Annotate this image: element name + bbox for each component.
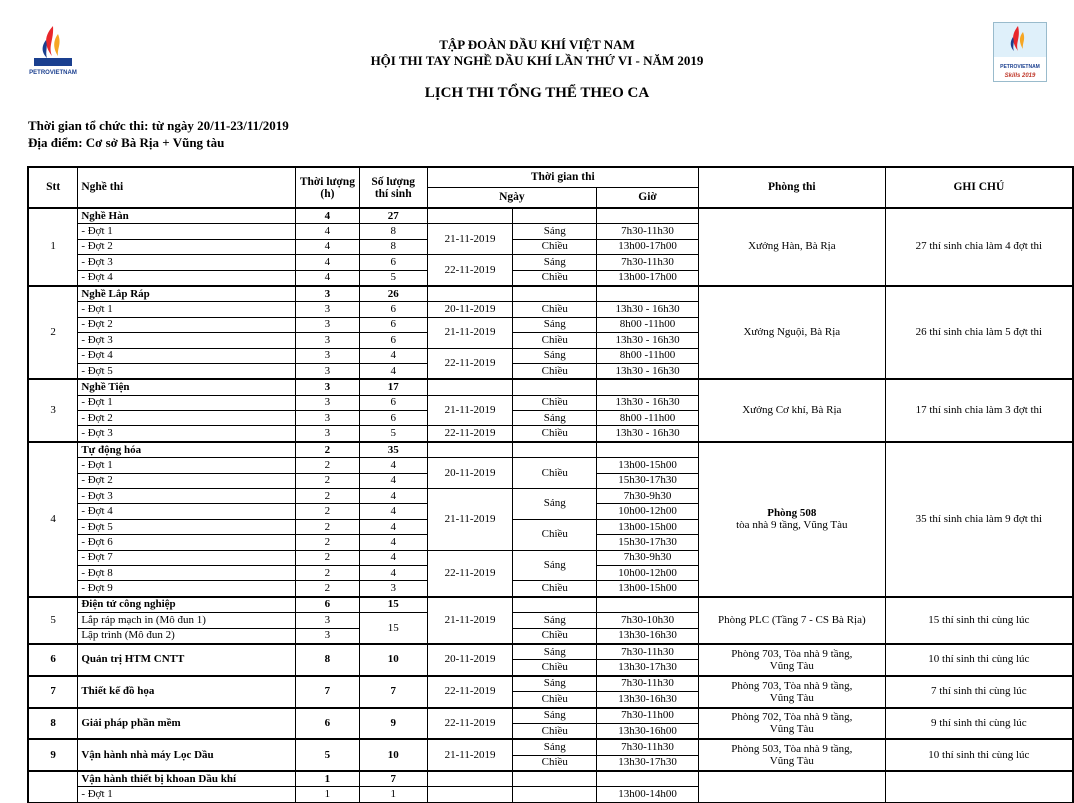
count-cell: 6 (359, 255, 427, 270)
count-cell: 4 (359, 458, 427, 473)
time-cell: 13h30-17h30 (597, 660, 699, 676)
hours-cell: 1 (295, 787, 359, 802)
count-cell: 4 (359, 550, 427, 565)
session-cell: Chiều (513, 333, 597, 348)
logo-caption-right: PETROVIETNAM (1000, 64, 1040, 70)
group-name: Nghề Lắp Ráp (78, 286, 296, 302)
session-cell: Sáng (513, 550, 597, 581)
count-cell: 4 (359, 504, 427, 519)
hours-cell: 2 (295, 458, 359, 473)
date-cell: 22-11-2019 (427, 676, 513, 708)
note-cell: 35 thí sinh chia làm 9 đợt thi (885, 442, 1073, 597)
count-cell: 4 (359, 489, 427, 504)
table-row: - Đợt 2 (78, 473, 296, 488)
table-row: - Đợt 6 (78, 535, 296, 550)
time-cell: 13h00-15h00 (597, 581, 699, 597)
date-cell: 21-11-2019 (427, 224, 513, 255)
room-cell: Xưởng Cơ khí, Bà Rịa (698, 379, 885, 442)
session-cell: Sáng (513, 255, 597, 270)
note-cell: 9 thí sinh thi cùng lúc (885, 708, 1073, 740)
col-gio: Giờ (597, 188, 699, 209)
hours-cell: 3 (295, 426, 359, 442)
table-row: - Đợt 3 (78, 489, 296, 504)
time-cell: 7h30-11h30 (597, 224, 699, 239)
group-count: 15 (359, 597, 427, 613)
date-cell: 21-11-2019 (427, 739, 513, 771)
time-cell: 10h00-12h00 (597, 504, 699, 519)
table-row: - Đợt 4 (78, 270, 296, 286)
group-name: Quản trị HTM CNTT (78, 644, 296, 676)
session-cell: Chiều (513, 628, 597, 644)
session-cell: Chiều (513, 581, 597, 597)
time-cell: 7h30-9h30 (597, 550, 699, 565)
room-cell: Phòng 702, Tòa nhà 9 tầng, Vũng Tàu (698, 708, 885, 740)
count-cell: 1 (359, 787, 427, 802)
count-cell: 6 (359, 317, 427, 332)
table-row: - Đợt 2 (78, 317, 296, 332)
time-cell: 7h30-11h30 (597, 644, 699, 660)
time-cell: 10h00-12h00 (597, 565, 699, 580)
table-row: - Đợt 1 (78, 302, 296, 317)
table-row: - Đợt 1 (78, 224, 296, 239)
time-cell: 8h00 -11h00 (597, 348, 699, 363)
session-cell: Sáng (513, 613, 597, 628)
group-name: Giải pháp phần mềm (78, 708, 296, 740)
note-cell: 17 thí sinh chia làm 3 đợt thi (885, 379, 1073, 442)
count-cell: 4 (359, 565, 427, 580)
session-cell: Chiều (513, 692, 597, 708)
session-cell: Chiều (513, 270, 597, 286)
col-thoigian: Thời gian thi (427, 167, 698, 188)
table-row: - Đợt 5 (78, 519, 296, 534)
hours-cell: 3 (295, 411, 359, 426)
table-row: - Đợt 1 (78, 458, 296, 473)
group-count: 17 (359, 379, 427, 395)
count-cell: 3 (359, 581, 427, 597)
table-row: - Đợt 5 (78, 363, 296, 379)
hours-cell: 4 (295, 270, 359, 286)
session-cell: Sáng (513, 708, 597, 724)
table-row: - Đợt 9 (78, 581, 296, 597)
table-row: Lắp ráp mạch in (Mô đun 1) (78, 613, 296, 628)
col-stt: Stt (28, 167, 78, 208)
stt-cell: 8 (28, 708, 78, 740)
date-cell: 22-11-2019 (427, 348, 513, 379)
col-phong: Phòng thi (698, 167, 885, 208)
room-cell: Phòng 508 tòa nhà 9 tầng, Vũng Tàu (698, 442, 885, 597)
group-name: Vận hành nhà máy Lọc Dầu (78, 739, 296, 771)
date-cell: 22-11-2019 (427, 426, 513, 442)
time-cell: 7h30-11h00 (597, 708, 699, 724)
col-ngay: Ngày (427, 188, 597, 209)
table-row: - Đợt 3 (78, 255, 296, 270)
table-row: - Đợt 4 (78, 348, 296, 363)
note-cell: 27 thí sinh chia làm 4 đợt thi (885, 208, 1073, 286)
group-count: 35 (359, 442, 427, 458)
group-name: Nghề Hàn (78, 208, 296, 224)
organization-title: TẬP ĐOÀN DẦU KHÍ VIỆT NAM (439, 37, 635, 52)
session-cell: Chiều (513, 660, 597, 676)
group-count: 9 (359, 708, 427, 740)
group-count: 27 (359, 208, 427, 224)
stt-cell: 7 (28, 676, 78, 708)
table-row: - Đợt 3 (78, 333, 296, 348)
hours-cell: 4 (295, 255, 359, 270)
count-cell: 6 (359, 302, 427, 317)
time-cell: 13h30 - 16h30 (597, 395, 699, 410)
session-cell: Sáng (513, 317, 597, 332)
exam-period: Thời gian tổ chức thi: từ ngày 20/11-23/11/2019 (28, 118, 289, 133)
hours-cell: 3 (295, 363, 359, 379)
hours-cell: 4 (295, 239, 359, 254)
count-cell: 6 (359, 333, 427, 348)
stt-cell: 3 (28, 379, 78, 442)
group-hours: 6 (295, 597, 359, 613)
time-cell: 13h30 - 16h30 (597, 302, 699, 317)
group-name: Vận hành thiết bị khoan Dầu khí (78, 771, 296, 787)
date-cell: 21-11-2019 (427, 597, 513, 644)
count-cell: 8 (359, 239, 427, 254)
stt-cell: 6 (28, 644, 78, 676)
date-cell: 21-11-2019 (427, 317, 513, 348)
session-cell: Chiều (513, 519, 597, 550)
time-cell: 13h30 - 16h30 (597, 333, 699, 348)
group-name: Nghề Tiện (78, 379, 296, 395)
col-soluong: Số lượng thí sinh (359, 167, 427, 208)
table-row: - Đợt 4 (78, 504, 296, 519)
room-cell: Phòng 703, Tòa nhà 9 tầng, Vũng Tàu (698, 644, 885, 676)
time-cell: 13h00-14h00 (597, 787, 699, 802)
count-cell: 4 (359, 519, 427, 534)
time-cell: 7h30-10h30 (597, 613, 699, 628)
time-cell: 15h30-17h30 (597, 535, 699, 550)
hours-cell: 2 (295, 581, 359, 597)
date-cell: 21-11-2019 (427, 489, 513, 551)
date-cell: 20-11-2019 (427, 302, 513, 317)
date-cell: 21-11-2019 (427, 395, 513, 426)
stt-cell: 5 (28, 597, 78, 644)
table-row: Lập trình (Mô đun 2) (78, 628, 296, 644)
time-cell: 13h00-17h00 (597, 270, 699, 286)
hours-cell: 2 (295, 550, 359, 565)
hours-cell: 2 (295, 519, 359, 534)
group-name: Tự động hóa (78, 442, 296, 458)
count-cell: 6 (359, 411, 427, 426)
date-cell: 22-11-2019 (427, 550, 513, 597)
session-cell: Sáng (513, 676, 597, 692)
time-cell: 7h30-11h30 (597, 739, 699, 755)
count-cell: 6 (359, 395, 427, 410)
stt-cell: 2 (28, 286, 78, 379)
hours-cell: 2 (295, 565, 359, 580)
hours-cell: 3 (295, 333, 359, 348)
session-cell: Chiều (513, 395, 597, 410)
group-hours: 2 (295, 442, 359, 458)
stt-cell: 1 (28, 208, 78, 286)
time-cell: 13h00-17h00 (597, 239, 699, 254)
table-row: - Đợt 3 (78, 426, 296, 442)
col-ghichu: GHI CHÚ (885, 167, 1073, 208)
exam-location: Địa điểm: Cơ sở Bà Rịa + Vũng tàu (28, 135, 225, 150)
room-cell: Phòng 703, Tòa nhà 9 tầng, Vũng Tàu (698, 676, 885, 708)
count-cell: 4 (359, 473, 427, 488)
session-cell: Chiều (513, 302, 597, 317)
hours-cell: 3 (295, 395, 359, 410)
table-row: - Đợt 2 (78, 411, 296, 426)
note-cell: 26 thí sinh chia làm 5 đợt thi (885, 286, 1073, 379)
date-cell: 22-11-2019 (427, 255, 513, 286)
room-cell: Xưởng Nguội, Bà Rịa (698, 286, 885, 379)
count-cell: 5 (359, 270, 427, 286)
time-cell: 13h30-17h30 (597, 755, 699, 771)
date-cell: 22-11-2019 (427, 708, 513, 740)
group-hours: 1 (295, 771, 359, 787)
note-cell: 10 thí sinh thi cùng lúc (885, 739, 1073, 771)
time-cell: 13h30-16h00 (597, 723, 699, 739)
date-cell: 20-11-2019 (427, 458, 513, 489)
session-cell: Sáng (513, 348, 597, 363)
stt-cell: 4 (28, 442, 78, 597)
count-cell: 15 (359, 613, 427, 644)
session-cell: Sáng (513, 489, 597, 520)
hours-cell: 2 (295, 473, 359, 488)
time-cell: 13h30 - 16h30 (597, 426, 699, 442)
logo-caption: PETROVIETNAM (29, 70, 77, 76)
hours-cell: 3 (295, 302, 359, 317)
group-count: 7 (359, 771, 427, 787)
count-cell: 4 (359, 535, 427, 550)
time-cell: 7h30-11h30 (597, 255, 699, 270)
stt-cell: 9 (28, 739, 78, 771)
time-cell: 13h30 - 16h30 (597, 363, 699, 379)
session-cell: Chiều (513, 426, 597, 442)
hours-cell: 2 (295, 535, 359, 550)
hours-cell: 3 (295, 348, 359, 363)
time-cell: 13h30-16h30 (597, 692, 699, 708)
table-row: - Đợt 8 (78, 565, 296, 580)
time-cell: 13h30-16h30 (597, 628, 699, 644)
session-cell: Sáng (513, 644, 597, 660)
session-cell: Chiều (513, 755, 597, 771)
time-cell: 13h00-15h00 (597, 519, 699, 534)
count-cell: 4 (359, 363, 427, 379)
room-cell: Phòng 503, Tòa nhà 9 tầng, Vũng Tàu (698, 739, 885, 771)
hours-cell: 3 (295, 317, 359, 332)
group-count: 7 (359, 676, 427, 708)
session-cell: Sáng (513, 739, 597, 755)
time-cell: 15h30-17h30 (597, 473, 699, 488)
table-row: - Đợt 2 (78, 239, 296, 254)
logo-subcaption-right: Skills 2019 (1004, 73, 1036, 79)
table-row: - Đợt 1 (78, 787, 296, 802)
page-title: LỊCH THI TỔNG THỂ THEO CA (424, 85, 650, 101)
time-cell: 7h30-11h30 (597, 676, 699, 692)
count-cell: 8 (359, 224, 427, 239)
note-cell: 15 thí sinh thi cùng lúc (885, 597, 1073, 644)
hours-cell: 2 (295, 504, 359, 519)
session-cell: Chiều (513, 363, 597, 379)
schedule-table (27, 166, 1074, 803)
time-cell: 7h30-9h30 (597, 489, 699, 504)
group-count: 26 (359, 286, 427, 302)
group-hours: 3 (295, 286, 359, 302)
table-row: - Đợt 7 (78, 550, 296, 565)
note-cell: 7 thí sinh thi cùng lúc (885, 676, 1073, 708)
hours-cell: 3 (295, 613, 359, 628)
group-hours: 7 (295, 676, 359, 708)
group-hours: 4 (295, 208, 359, 224)
time-cell: 8h00 -11h00 (597, 317, 699, 332)
group-hours: 6 (295, 708, 359, 740)
group-name: Điện tử công nghiệp (78, 597, 296, 613)
group-hours: 8 (295, 644, 359, 676)
session-cell: Chiều (513, 458, 597, 489)
group-hours: 3 (295, 379, 359, 395)
group-count: 10 (359, 739, 427, 771)
count-cell: 4 (359, 348, 427, 363)
group-name: Thiết kế đồ họa (78, 676, 296, 708)
session-cell: Chiều (513, 239, 597, 254)
contest-title: HỘI THI TAY NGHỀ DẦU KHÍ LẦN THỨ VI - NĂM 2019 (370, 53, 704, 68)
col-nghe: Nghề thi (78, 167, 296, 208)
date-cell: 20-11-2019 (427, 644, 513, 676)
hours-cell: 3 (295, 628, 359, 644)
hours-cell: 2 (295, 489, 359, 504)
count-cell: 5 (359, 426, 427, 442)
session-cell: Sáng (513, 411, 597, 426)
col-thoiluong: Thời lượng (h) (295, 167, 359, 208)
room-cell: Phòng PLC (Tầng 7 - CS Bà Rịa) (698, 597, 885, 644)
note-cell: 10 thí sinh thi cùng lúc (885, 644, 1073, 676)
session-cell: Sáng (513, 224, 597, 239)
time-cell: 13h00-15h00 (597, 458, 699, 473)
table-row: - Đợt 1 (78, 395, 296, 410)
group-count: 10 (359, 644, 427, 676)
room-cell: Xưởng Hàn, Bà Rịa (698, 208, 885, 286)
time-cell: 8h00 -11h00 (597, 411, 699, 426)
hours-cell: 4 (295, 224, 359, 239)
session-cell: Chiều (513, 723, 597, 739)
group-hours: 5 (295, 739, 359, 771)
